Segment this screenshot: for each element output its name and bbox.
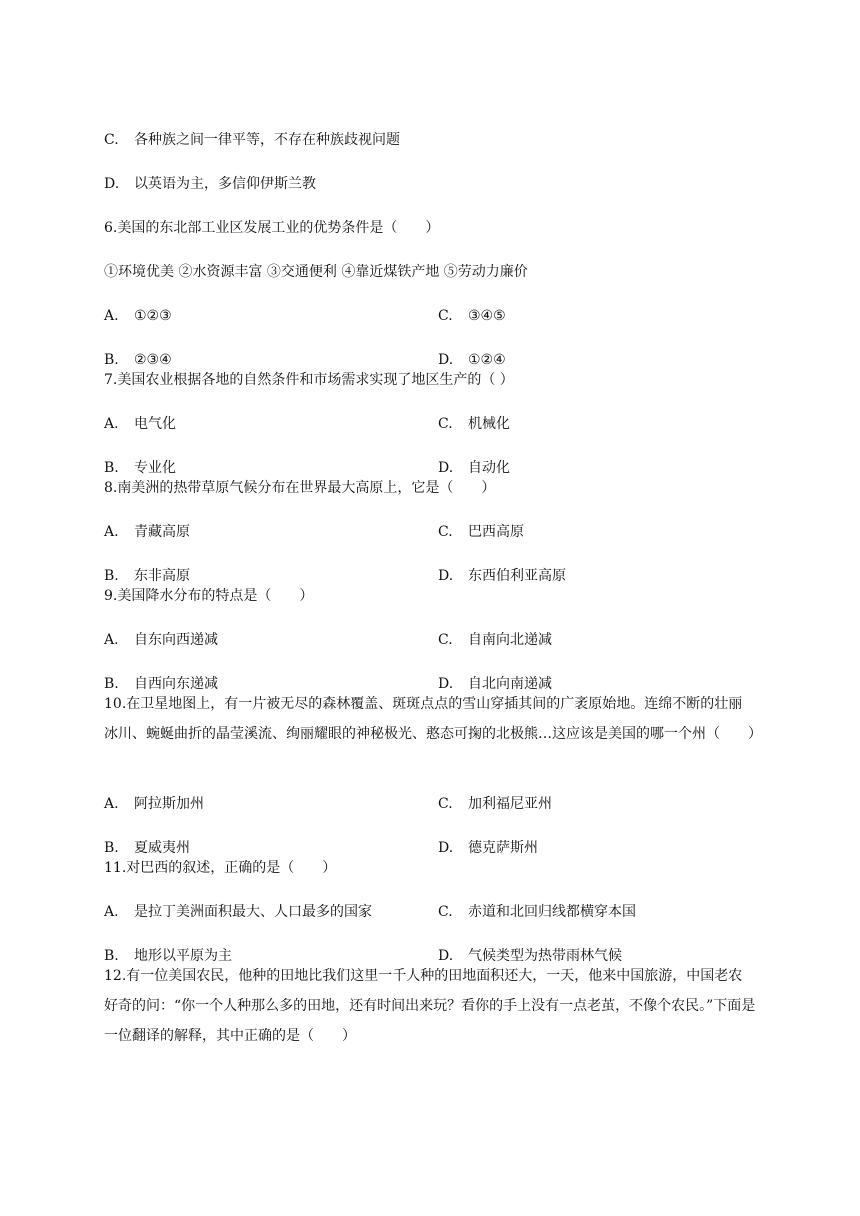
option-letter: D. xyxy=(104,176,120,192)
option-letter: D. xyxy=(438,352,454,368)
option-letter: B. xyxy=(104,460,119,476)
option-letter: C. xyxy=(438,308,453,324)
option-letter: D. xyxy=(438,948,454,964)
option-text: 机械化 xyxy=(468,416,510,432)
question-8-option-c[interactable] xyxy=(438,522,524,542)
option-c-prev xyxy=(104,130,400,150)
option-text: 加利福尼亚州 xyxy=(468,796,552,812)
option-text: 专业化 xyxy=(134,460,176,476)
option-text: ②③④ xyxy=(134,352,172,368)
option-letter: B. xyxy=(104,676,119,692)
question-8-option-b[interactable] xyxy=(104,566,190,586)
option-letter: A. xyxy=(104,904,119,920)
option-letter: A. xyxy=(104,632,119,648)
option-text: 各种族之间一律平等，不存在种族歧视问题 xyxy=(134,132,400,148)
option-text: ③④⑤ xyxy=(468,308,506,324)
question-8-option-a[interactable] xyxy=(104,522,190,542)
option-text: 德克萨斯州 xyxy=(468,840,538,856)
question-10-option-b[interactable] xyxy=(104,838,190,858)
option-letter: C. xyxy=(438,524,453,540)
question-7-stem: 7.美国农业根据各地的自然条件和市场需求实现了地区生产的（ ） xyxy=(104,372,514,388)
option-letter: C. xyxy=(438,796,453,812)
question-6-option-c[interactable] xyxy=(438,306,506,326)
option-letter: A. xyxy=(104,524,119,540)
option-letter: D. xyxy=(438,840,454,856)
question-10-option-c[interactable] xyxy=(438,794,552,814)
question-9-option-a[interactable] xyxy=(104,630,218,650)
question-12-stem: 12.有一位美国农民，他种的田地比我们这里一千人种的田地面积还大，一天，他来中国旅游，中国老农好奇的问：“你一个人种那么多的田地，还有时间出来玩？看你的手上没有一点老茧，不像个农民。”下面是一位翻译的解释，其中正确的是（ ） xyxy=(104,968,756,1044)
option-letter: B. xyxy=(104,568,119,584)
option-text: 阿拉斯加州 xyxy=(134,796,204,812)
option-text: 自西向东递减 xyxy=(134,676,218,692)
question-6-option-d[interactable] xyxy=(438,350,506,370)
question-9-option-c[interactable] xyxy=(438,630,552,650)
option-letter: A. xyxy=(104,416,119,432)
option-letter: B. xyxy=(104,840,119,856)
option-text: 是拉丁美洲面积最大、人口最多的国家 xyxy=(134,904,372,920)
question-6-stem: 6.美国的东北部工业区发展工业的优势条件是（ ） xyxy=(104,220,440,236)
option-letter: A. xyxy=(104,308,119,324)
question-10-option-d[interactable] xyxy=(438,838,538,858)
question-10-option-a[interactable] xyxy=(104,794,204,814)
option-letter: C. xyxy=(438,416,453,432)
option-text: ①②④ xyxy=(468,352,506,368)
option-text: 自北向南递减 xyxy=(468,676,552,692)
option-letter: D. xyxy=(438,568,454,584)
option-text: 地形以平原为主 xyxy=(134,948,232,964)
question-9-stem: 9.美国降水分布的特点是（ ） xyxy=(104,588,314,604)
option-text: 夏威夷州 xyxy=(134,840,190,856)
question-7-option-d[interactable] xyxy=(438,458,510,478)
question-7-option-a[interactable] xyxy=(104,414,176,434)
option-text: 赤道和北回归线都横穿本国 xyxy=(468,904,636,920)
option-letter: B. xyxy=(104,352,119,368)
option-text: 东西伯利亚高原 xyxy=(468,568,566,584)
option-text: 气候类型为热带雨林气候 xyxy=(468,948,622,964)
option-letter: B. xyxy=(104,948,119,964)
option-d-prev xyxy=(104,174,316,194)
question-7-option-c[interactable] xyxy=(438,414,510,434)
question-8-stem: 8.南美洲的热带草原气候分布在世界最大高原上，它是（ ） xyxy=(104,480,496,496)
option-letter: C. xyxy=(438,904,453,920)
question-10-stem: 10.在卫星地图上，有一片被无尽的森林覆盖、斑斑点点的雪山穿插其间的广袤原始地。连绵不断的壮丽冰川、蜿蜒曲折的晶莹溪流、绚丽耀眼的神秘极光、憨态可掬的北极熊…这应该是美国的哪一个州（ ） xyxy=(104,696,762,742)
option-text: 青藏高原 xyxy=(134,524,190,540)
option-text: 自东向西递减 xyxy=(134,632,218,648)
option-text: 自动化 xyxy=(468,460,510,476)
question-11-option-a[interactable] xyxy=(104,902,372,922)
question-8-option-d[interactable] xyxy=(438,566,566,586)
option-text: ①②③ xyxy=(134,308,172,324)
question-6-option-b[interactable] xyxy=(104,350,172,370)
question-11-option-c[interactable] xyxy=(438,902,636,922)
option-letter: A. xyxy=(104,796,119,812)
option-text: 电气化 xyxy=(134,416,176,432)
question-6-choices-list: ①环境优美 ②水资源丰富 ③交通便利 ④靠近煤铁产地 ⑤劳动力廉价 xyxy=(104,264,528,280)
option-letter: D. xyxy=(438,460,454,476)
option-letter: C. xyxy=(438,632,453,648)
option-letter: C. xyxy=(104,132,119,148)
option-letter: D. xyxy=(438,676,454,692)
option-text: 东非高原 xyxy=(134,568,190,584)
question-7-option-b[interactable] xyxy=(104,458,176,478)
question-11-stem: 11.对巴西的叙述，正确的是（ ） xyxy=(104,860,337,876)
option-text: 自南向北递减 xyxy=(468,632,552,648)
option-text: 巴西高原 xyxy=(468,524,524,540)
question-6-option-a[interactable] xyxy=(104,306,172,326)
option-text: 以英语为主，多信仰伊斯兰教 xyxy=(134,176,316,192)
